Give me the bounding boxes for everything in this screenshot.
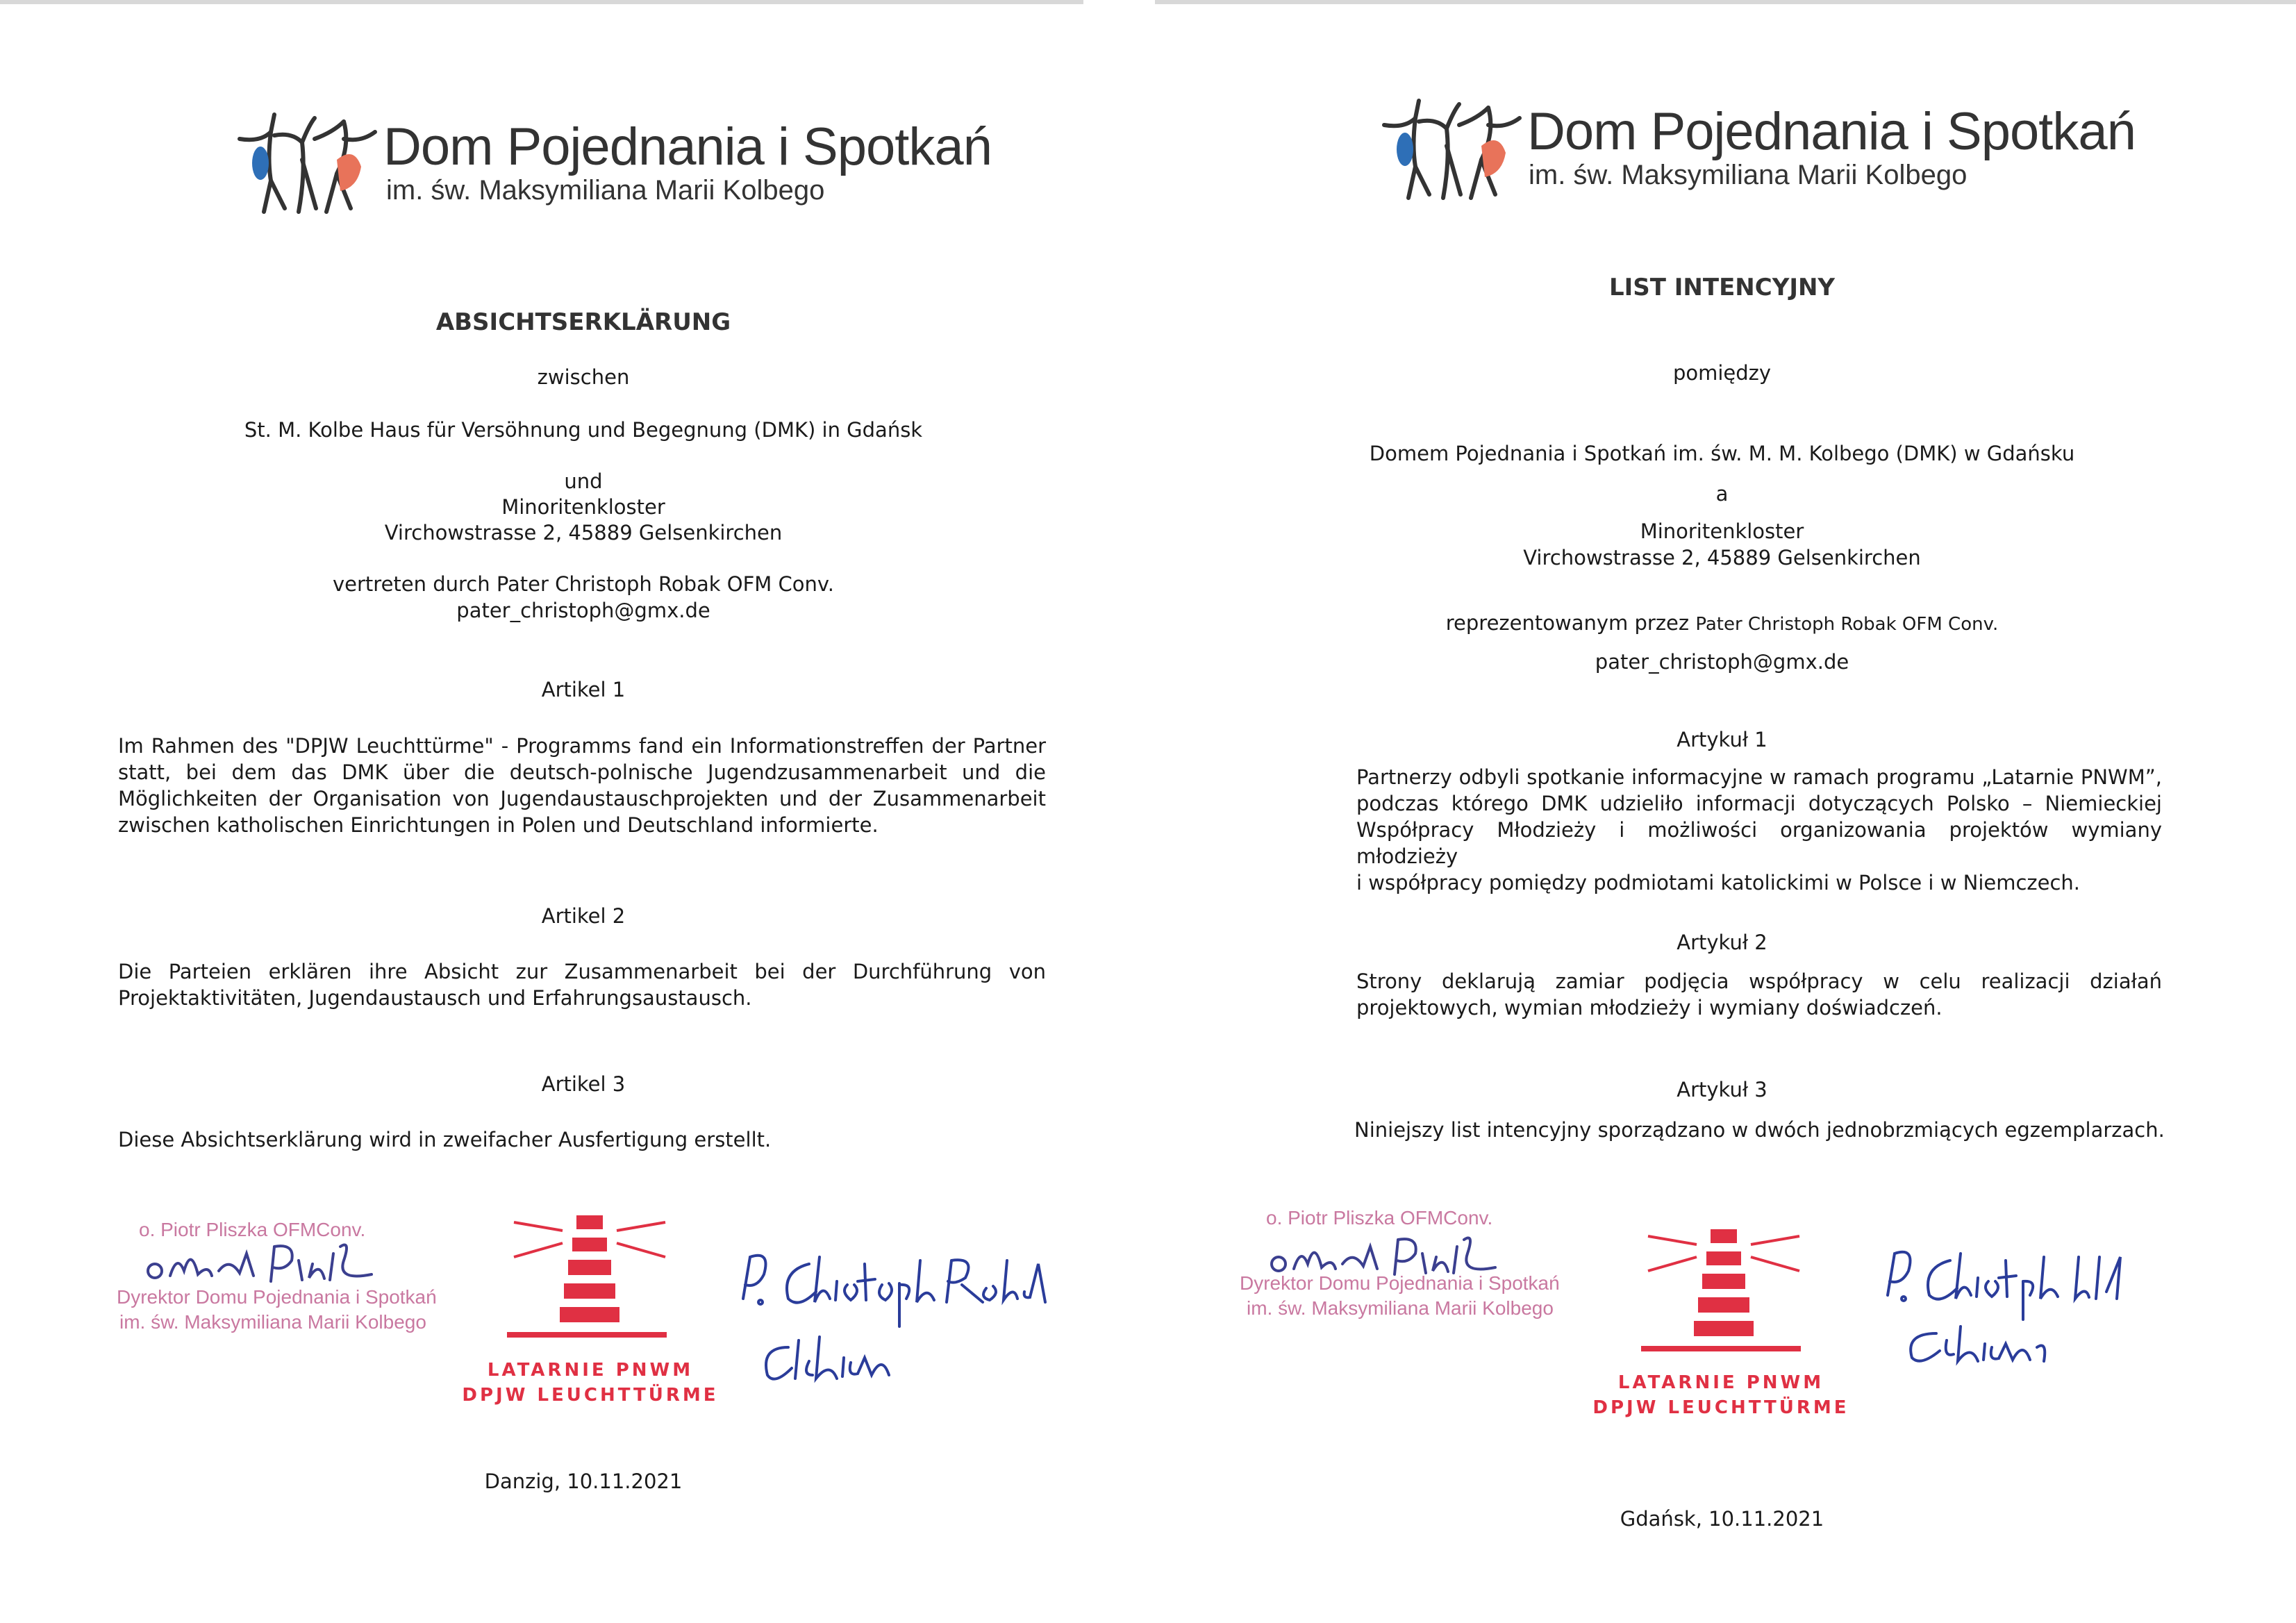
represented-name: Pater Christoph Robak OFM Conv. — [1695, 614, 1999, 635]
article-2-line: Strony deklarują zamiar podjęcia współpracy w celu realizacji działań — [1356, 969, 2162, 993]
party-two-name: Minoritenkloster — [1640, 519, 1804, 543]
article-1-line: statt, bei dem das DMK über die deutsch-polnische Jugendzusammenarbeit und die — [118, 760, 1046, 784]
article-1-line: Współpracy Młodzieży i możliwości organizowania projektów wymiany młodzieży — [1356, 818, 2162, 868]
article-3-text: Diese Absichtserklärung wird in zweifacher Ausfertigung erstellt. — [118, 1128, 772, 1151]
stamp-line-2: Dyrektor Domu Pojednania i Spotkań — [1240, 1272, 1560, 1294]
stamp-line-3: im. św. Maksymiliana Marii Kolbego — [1247, 1297, 1554, 1319]
article-2-line: Projektaktivitäten, Jugendaustausch und Erfahrungsaustausch. — [118, 986, 752, 1010]
article-3-text: Niniejszy list intencyjny sporządzano w dwóch jednobrzmiących egzemplarzach. — [1354, 1118, 2165, 1142]
dmk-figures-logo-icon — [1377, 97, 1523, 201]
article-1-line: zwischen katholischen Einrichtungen in Polen und Deutschland informierte. — [118, 813, 879, 837]
stamp-line-3: im. św. Maksymiliana Marii Kolbego — [119, 1311, 426, 1333]
scan-edge-line — [1155, 0, 2296, 4]
between-label: zwischen — [537, 365, 630, 389]
contact-email: pater_christoph@gmx.de — [456, 599, 710, 622]
article-1-line: podczas którego DMK udzieliło informacji dotyczących Polsko – Niemieckiej — [1356, 792, 2162, 815]
article-2-title: Artikel 2 — [541, 904, 626, 928]
contact-email: pater_christoph@gmx.de — [1595, 650, 1849, 674]
partner-signature-icon — [733, 1243, 1066, 1389]
article-3-title: Artykuł 3 — [1677, 1078, 1767, 1101]
director-signature-icon — [1266, 1226, 1516, 1288]
partner-signature-icon — [1877, 1243, 2155, 1368]
article-2-text — [1356, 968, 2162, 1021]
and-label: a — [1715, 482, 1729, 506]
logo-subtitle: im. św. Maksymiliana Marii Kolbego — [386, 175, 825, 206]
between-label: pomiędzy — [1672, 361, 1772, 385]
stamp-line-2: Dyrektor Domu Pojednania i Spotkań — [117, 1286, 437, 1308]
article-2-line: Die Parteien erklären ihre Absicht zur Zusammenarbeit bei der Durchführung von — [118, 960, 1046, 983]
represented-prefix: reprezentowanym przez — [1445, 611, 1690, 635]
letter-polish — [1148, 0, 2296, 1623]
place-date: Gdańsk, 10.11.2021 — [1620, 1507, 1824, 1531]
party-one: St. M. Kolbe Haus für Versöhnung und Begegnung (DMK) in Gdańsk — [244, 418, 923, 442]
article-1-text — [1356, 764, 2162, 896]
lighthouse-caption-1: LATARNIE PNWM — [487, 1360, 694, 1381]
scan-edge-line — [0, 0, 1083, 4]
lighthouse-caption-2: DPJW LEUCHTTÜRME — [1592, 1397, 1849, 1418]
represented-by: vertreten durch Pater Christoph Robak OFM Conv. — [332, 572, 835, 596]
lighthouse-logo-icon — [500, 1215, 674, 1347]
article-1-line: Möglichkeiten der Organisation von Jugendaustauschprojekten und der Zusammenarbeit — [118, 787, 1046, 810]
article-1-title: Artykuł 1 — [1677, 728, 1767, 751]
logo-title: Dom Pojednania i Spotkań — [1527, 102, 2136, 161]
document-heading: ABSICHTSERKLÄRUNG — [435, 308, 731, 336]
lighthouse-caption-1: LATARNIE PNWM — [1617, 1372, 1824, 1393]
logo-subtitle: im. św. Maksymiliana Marii Kolbego — [1529, 160, 1968, 190]
article-2-text — [118, 958, 1046, 1011]
article-1-text — [118, 733, 1046, 838]
represented-by — [1148, 610, 2296, 638]
article-1-line: Im Rahmen des "DPJW Leuchttürme" - Programms fand ein Informationstreffen der Partner — [118, 734, 1046, 758]
party-one: Domem Pojednania i Spotkań im. św. M. M. Kolbego (DMK) w Gdańsku — [1369, 442, 2075, 465]
and-label: und — [564, 469, 603, 493]
document-heading: LIST INTENCYJNY — [1608, 274, 1836, 301]
place-date: Danzig, 10.11.2021 — [484, 1470, 683, 1493]
article-2-line: projektowych, wymian młodzieży i wymiany doświadczeń. — [1356, 996, 1943, 1019]
party-two-address: Virchowstrasse 2, 45889 Gelsenkirchen — [384, 521, 783, 544]
lighthouse-caption-2: DPJW LEUCHTTÜRME — [462, 1385, 719, 1406]
party-two-name: Minoritenkloster — [501, 495, 665, 519]
stamp-line-1: o. Piotr Pliszka OFMConv. — [139, 1219, 366, 1240]
dmk-figures-logo-icon — [233, 111, 378, 215]
article-1-title: Artikel 1 — [541, 678, 626, 701]
article-1-line: Partnerzy odbyli spotkanie informacyjne w ramach programu „Latarnie PNWM”, — [1356, 765, 2162, 789]
lighthouse-logo-icon — [1634, 1229, 1808, 1361]
article-2-title: Artykuł 2 — [1677, 931, 1767, 954]
director-signature-icon — [142, 1233, 392, 1295]
logo-title: Dom Pojednania i Spotkań — [383, 117, 992, 176]
article-3-title: Artikel 3 — [541, 1072, 626, 1096]
stamp-line-1: o. Piotr Pliszka OFMConv. — [1266, 1207, 1493, 1229]
party-two-address: Virchowstrasse 2, 45889 Gelsenkirchen — [1523, 546, 1921, 569]
article-1-line: i współpracy pomiędzy podmiotami katolickimi w Polsce i w Niemczech. — [1356, 871, 2081, 894]
